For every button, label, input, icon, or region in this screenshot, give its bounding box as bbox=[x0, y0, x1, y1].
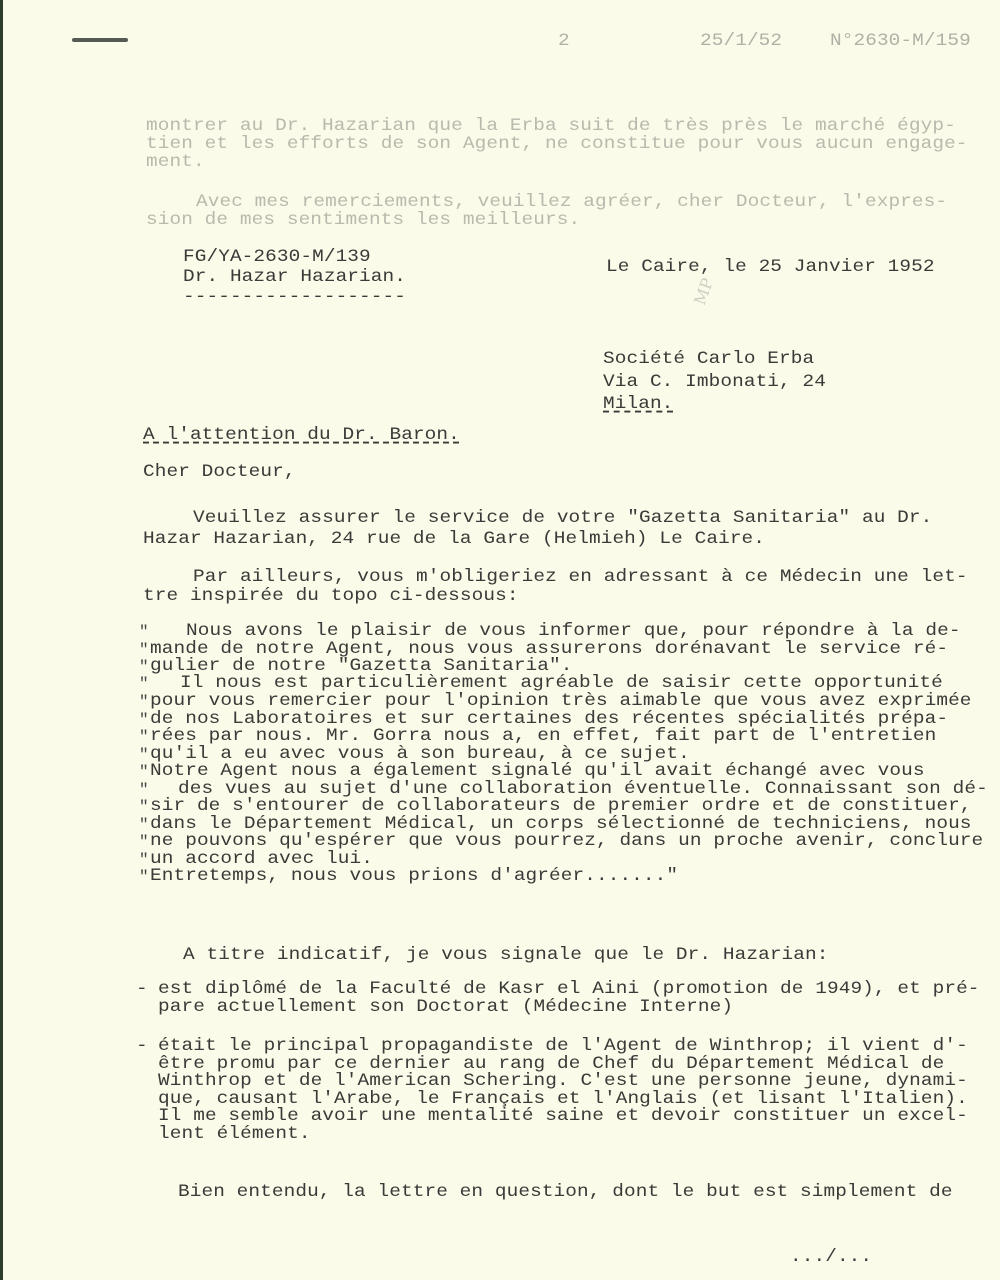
bullet-line: lent élément. bbox=[158, 1123, 311, 1144]
quote-line: dans le Département Médical, un corps sélectionné de techniciens, nous bbox=[150, 813, 972, 834]
paragraph-line: Hazar Hazarian, 24 rue de la Gare (Helmieh) Le Caire. bbox=[143, 528, 766, 549]
attention-line: A l'attention du Dr. Baron. bbox=[143, 424, 460, 445]
quote-mark: " bbox=[139, 658, 149, 676]
carbon-line: ment. bbox=[146, 151, 205, 172]
paragraph-line: Veuillez assurer le service de votre "Gazetta Sanitaria" au Dr. bbox=[193, 507, 933, 528]
quote-line: rées par nous. Mr. Gorra nous a, en effet, fait part de l'entretien bbox=[150, 725, 937, 746]
quote-line: Nous avons le plaisir de vous informer que, pour répondre à la de- bbox=[186, 620, 961, 641]
paragraph-line: tre inspirée du topo ci-dessous: bbox=[143, 585, 519, 606]
quote-mark: " bbox=[139, 833, 149, 851]
quote-line: ne pouvons qu'espérer que vous pourrez, dans un proche avenir, conclure bbox=[150, 830, 984, 851]
quote-mark: " bbox=[139, 746, 149, 764]
quote-line: sir de s'entourer de collaborateurs de premier ordre et de constituer, bbox=[150, 795, 972, 816]
quote-line: qu'il a eu avec vous à son bureau, à ce sujet. bbox=[150, 743, 690, 764]
quote-line: des vues au sujet d'une collaboration éventuelle. Connaissant son dé- bbox=[178, 778, 988, 799]
address-line: Milan. bbox=[603, 393, 674, 414]
bullet-dash: - bbox=[136, 978, 148, 999]
reference-code: FG/YA-2630-M/139 bbox=[183, 246, 371, 267]
continued-marker: .../... bbox=[790, 1246, 873, 1267]
address-line: Via C. Imbonati, 24 bbox=[603, 371, 826, 392]
bullet-line: était le principal propagandiste de l'Agent de Winthrop; il vient d'- bbox=[158, 1035, 968, 1056]
quote-line: Entretemps, nous vous prions d'agréer......." bbox=[150, 865, 679, 886]
paragraph-line: Bien entendu, la lettre en question, dont le but est simplement de bbox=[178, 1181, 953, 1202]
quote-mark: " bbox=[139, 798, 149, 816]
address-line: Société Carlo Erba bbox=[603, 348, 815, 369]
paragraph-line: Par ailleurs, vous m'obligeriez en adressant à ce Médecin une let- bbox=[193, 566, 968, 587]
place-date: Le Caire, le 25 Janvier 1952 bbox=[606, 256, 935, 277]
subject-line: Dr. Hazar Hazarian. bbox=[183, 266, 406, 287]
bullet-line: est diplômé de la Faculté de Kasr el Aini (promotion de 1949), et pré- bbox=[158, 978, 980, 999]
quote-line: gulier de notre "Gazetta Sanitaria". bbox=[150, 655, 573, 676]
quote-line: Notre Agent nous a également signalé qu'il avait échangé avec vous bbox=[150, 760, 925, 781]
header-date: 25/1/52 bbox=[700, 30, 783, 51]
carbon-line: tien et les efforts de son Agent, ne constitue pour vous aucun engage- bbox=[146, 133, 968, 154]
subject-rule: ------------------- bbox=[183, 286, 406, 307]
staple-mark bbox=[72, 38, 128, 42]
page-edge bbox=[0, 0, 3, 1280]
quote-mark: " bbox=[139, 675, 149, 693]
quote-mark: " bbox=[139, 728, 149, 746]
initials-stamp: MP bbox=[690, 275, 718, 308]
quote-line: pour vous remercier pour l'opinion très aimable que vous avez exprimée bbox=[150, 690, 972, 711]
quote-mark: " bbox=[139, 868, 149, 886]
header-reference: N°2630-M/159 bbox=[830, 30, 971, 51]
quote-mark: " bbox=[139, 851, 149, 869]
bullet-line: que, causant l'Arabe, le Français et l'Anglais (et lisant l'Italien). bbox=[158, 1087, 968, 1109]
quote-line: de nos Laboratoires et sur certaines des récentes spécialités prépa- bbox=[150, 708, 949, 729]
bullet-line: pare actuellement son Doctorat (Médecine Interne) bbox=[158, 996, 734, 1017]
quote-line: mande de notre Agent, nous vous assurerons dorénavant le service ré- bbox=[150, 638, 949, 659]
paragraph-line: A titre indicatif, je vous signale que le Dr. Hazarian: bbox=[183, 944, 829, 965]
page-number: 2 bbox=[558, 30, 570, 51]
quote-mark: " bbox=[139, 763, 149, 781]
quote-line: Il nous est particulièrement agréable de saisir cette opportunité bbox=[180, 672, 943, 693]
quote-mark: " bbox=[139, 816, 149, 834]
quote-mark: " bbox=[139, 711, 149, 729]
salutation: Cher Docteur, bbox=[143, 461, 296, 482]
carbon-line: montrer au Dr. Hazarian que la Erba suit de très près le marché égyp- bbox=[146, 115, 956, 136]
quote-mark: " bbox=[139, 641, 149, 659]
quote-mark: " bbox=[139, 781, 149, 799]
quote-line: un accord avec lui. bbox=[150, 848, 373, 869]
carbon-line: Avec mes remerciements, veuillez agréer, cher Docteur, l'expres- bbox=[196, 191, 948, 212]
bullet-dash: - bbox=[136, 1035, 148, 1056]
bullet-line: Il me semble avoir une mentalité saine et devoir constituer un excel- bbox=[158, 1105, 968, 1126]
carbon-line: sion de mes sentiments les meilleurs. bbox=[146, 209, 581, 230]
quote-mark: " bbox=[139, 623, 149, 641]
bullet-line: être promu par ce dernier au rang de Chef du Département Médical de bbox=[158, 1052, 945, 1073]
bullet-line: Winthrop et de l'American Schering. C'est une personne jeune, dynami- bbox=[158, 1070, 968, 1091]
quote-mark: " bbox=[139, 693, 149, 711]
